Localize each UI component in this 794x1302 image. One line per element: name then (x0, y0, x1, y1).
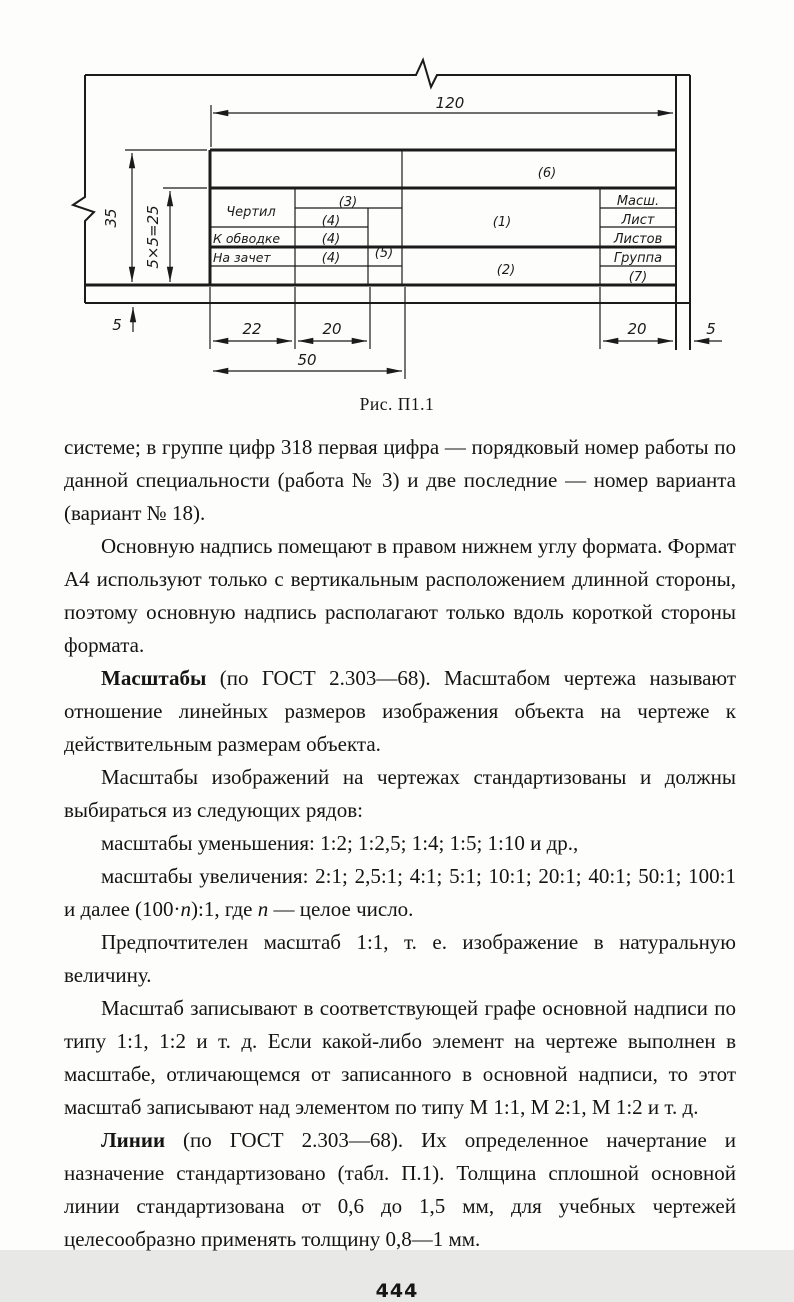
paragraph-text: Масштаб записывают в соответствующей графе основной надписи по типу 1:1, 1:2 и т. д. Если какой-либо элемент на чертеже выполнен в масштабе, отличающемся от записанного в основной надписи, то этот масштаб записывают над элементом по типу М 1:1, М 2:1, М 1:2 и т. д. (64, 996, 736, 1119)
dim-label-5x5-25: 5×5=25 (144, 205, 162, 269)
cell-4a: (4) (321, 214, 341, 229)
cell-chertil: Чертил (226, 205, 276, 220)
paragraph-lead: Линии (101, 1128, 166, 1152)
variable-n: n (257, 897, 269, 921)
paragraph-text: (по ГОСТ 2.303—68). Их определенное начертание и назначение стандартизовано (табл. П.1). Толщина сплошной основной линии стандартизована от 0,6 до 1,5 мм, для учебных чертежей целесообразно применять толщину 0,8—1 мм. (64, 1128, 736, 1251)
dim-label-5-right: 5 (706, 320, 716, 338)
cell-list: Лист (621, 213, 655, 228)
body-text (0, 431, 794, 1256)
cell-1: (1) (492, 215, 512, 230)
paragraph-text: ):1, где (191, 897, 258, 921)
dim-label-20-right: 20 (627, 320, 647, 338)
paragraph (64, 860, 736, 926)
paragraph-text: масштабы уменьшения: 1:2; 1:2,5; 1:4; 1:5; 1:10 и др., (101, 831, 579, 855)
dim-label-5-left: 5 (112, 316, 122, 334)
paragraph (64, 926, 736, 992)
cell-4c: (4) (321, 251, 341, 266)
paragraph-text: (по ГОСТ 2.303—68). Масштабом чертежа называют отношение линейных размеров изображения объекта на чертеже к действительным размерам объекта. (64, 666, 736, 756)
page-number: 444 (375, 1280, 419, 1302)
cell-gruppa: Группа (613, 251, 663, 266)
dim-label-50: 50 (297, 351, 317, 369)
cell-2: (2) (496, 263, 516, 278)
figure-caption: Рис. П1.1 (359, 394, 435, 414)
paragraph-text: Масштабы изображений на чертежах стандартизованы и должны выбираться из следующих рядов: (64, 765, 736, 822)
figure-title-block-drawing (0, 0, 794, 392)
paragraph-text: Предпочтителен масштаб 1:1, т. е. изображение в натуральную величину. (64, 930, 736, 987)
paragraph (64, 530, 736, 662)
variable-n: n (180, 897, 192, 921)
paragraph-text: Основную надпись помещают в правом нижнем углу формата. Формат А4 используют только с вертикальным расположением длинной стороны, поэтому основную надпись располагают только вдоль короткой стороны формата. (64, 534, 736, 657)
cell-6: (6) (537, 166, 557, 181)
paragraph-text: — целое число. (268, 897, 414, 921)
paragraph (64, 761, 736, 827)
extension-lines (125, 105, 600, 379)
sheet-outline (73, 60, 690, 350)
cell-7: (7) (628, 270, 648, 285)
dim-label-35: 35 (102, 208, 120, 228)
paragraph (64, 662, 736, 761)
dim-label-120: 120 (435, 94, 465, 112)
cell-3: (3) (338, 195, 358, 210)
cell-5: (5) (374, 246, 394, 261)
paragraph (64, 992, 736, 1124)
paragraph-text: системе; в группе цифр 318 первая цифра — порядковый номер работы по данной специальности (работа № 3) и две последние — номер варианта (вариант № 18). (64, 435, 736, 525)
title-block-grid (210, 150, 676, 285)
cell-4b: (4) (321, 232, 341, 247)
dim-label-20-mid: 20 (322, 320, 342, 338)
cell-na-zachet: На зачет (213, 250, 271, 265)
cell-massh: Масш. (616, 194, 660, 209)
paragraph-text: масштабы увеличения: 2:1; 2,5:1; 4:1; 5:1; 10:1; 20:1; 40:1; 50:1; 100:1 и далее (100· (64, 864, 736, 921)
paragraph (64, 431, 736, 530)
cell-listov: Листов (613, 232, 663, 247)
cell-k-obvodke: К обводке (213, 231, 281, 246)
dim-label-22: 22 (242, 320, 262, 338)
paragraph (64, 827, 736, 860)
paragraph (64, 1124, 736, 1256)
paragraph-lead: Масштабы (101, 666, 207, 690)
title-block-borders (85, 150, 676, 285)
